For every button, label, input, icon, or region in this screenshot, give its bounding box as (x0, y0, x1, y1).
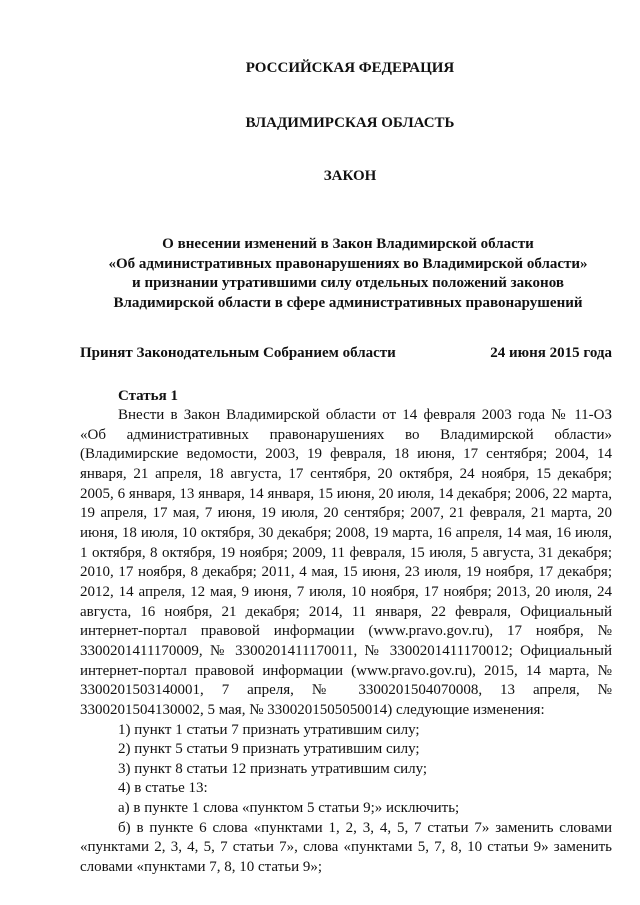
article-intro: Внести в Закон Владимирской области от 14 февраля 2003 года № 11-ОЗ «Об административных правонарушениях во Владимирской области» (Владимирские ведомости, 2003, 19 февраля, 18 июня, 17 сентября; 2004, 14 января, 21 апреля, 18 августа, 17 сентября, 20 октября, 24 ноября, 15 декабря; 2005, 6 января, 13 января, 14 января, 15 июня, 20 июля, 14 декабря; 2006, 22 марта, 19 апреля, 17 мая, 7 июня, 19 июля, 20 сентября; 2007, 21 февраля, 21 марта, 20 июня, 18 июля, 10 октября, 30 декабря; 2008, 19 марта, 16 апреля, 14 мая, 16 июля, 1 октября, 8 октября, 19 ноября; 2009, 11 февраля, 15 июля, 5 августа, 31 декабря; 2010, 17 ноября, 8 декабря; 2011, 4 мая, 15 июня, 23 июля, 19 ноября, 17 декабря; 2012, 14 апреля, 12 мая, 9 июня, 7 июля, 10 ноября, 17 ноября; 2013, 20 июля, 24 августа, 16 ноября, 21 декабря; 2014, 11 января, 22 февраля, Официальный интернет-портал правовой информации (www.pravo.gov.ru), 17 ноября, № 3300201411170009, № 3300201411170011, № 3300201411170012; Официальный интернет-портал правовой информации (www.pravo.gov.ru), 2015, 14 марта, № 3300201503140001, 7 апреля, № 3300201504070008, 13 апреля, № 3300201504130002, 5 мая, № 3300201505050014) следующие изменения: (80, 407, 612, 718)
list-item: 3) пункт 8 статьи 12 признать утратившим силу; (118, 760, 428, 777)
list-item-b: б) в пункте 6 слова «пунктами 1, 2, 3, 4, 5, 7 статьи 7» заменить словами «пунктами 2, 3, 4, 5, 7 статьи 7», слова «пунктами 5, 7, 8, 10 статьи 9» заменить словами «пунктами 7, 8, 10 статьи 9»; (80, 819, 612, 876)
federation-heading: РОССИЙСКАЯ ФЕДЕРАЦИЯ (245, 60, 455, 76)
adoption-body: Принят Законодательным Собранием области (80, 345, 396, 361)
list-item: 2) пункт 5 статьи 9 признать утратившим силу; (118, 741, 420, 758)
law-title-line: «Об административных правонарушениях во Владимирской области» (108, 255, 588, 272)
article-title: Статья 1 (118, 388, 178, 404)
law-title-line: Владимирской области в сфере административных правонарушений (113, 294, 583, 311)
law-title (78, 235, 618, 313)
list-item: 1) пункт 1 статьи 7 признать утратившим силу; (118, 721, 420, 738)
region-heading: ВЛАДИМИРСКАЯ ОБЛАСТЬ (245, 115, 455, 131)
list-item: а) в пункте 1 слова «пунктом 5 статьи 9;» исключить; (118, 800, 460, 817)
article-body (80, 406, 612, 878)
adoption-line (80, 345, 612, 362)
list-item: 4) в статье 13: (118, 780, 208, 797)
law-title-line: О внесении изменений в Закон Владимирской области (162, 236, 534, 252)
doc-type-heading: ЗАКОН (323, 168, 377, 184)
law-title-line: и признании утратившими силу отдельных положений законов (132, 275, 564, 291)
adoption-date: 24 июня 2015 года (490, 345, 612, 361)
